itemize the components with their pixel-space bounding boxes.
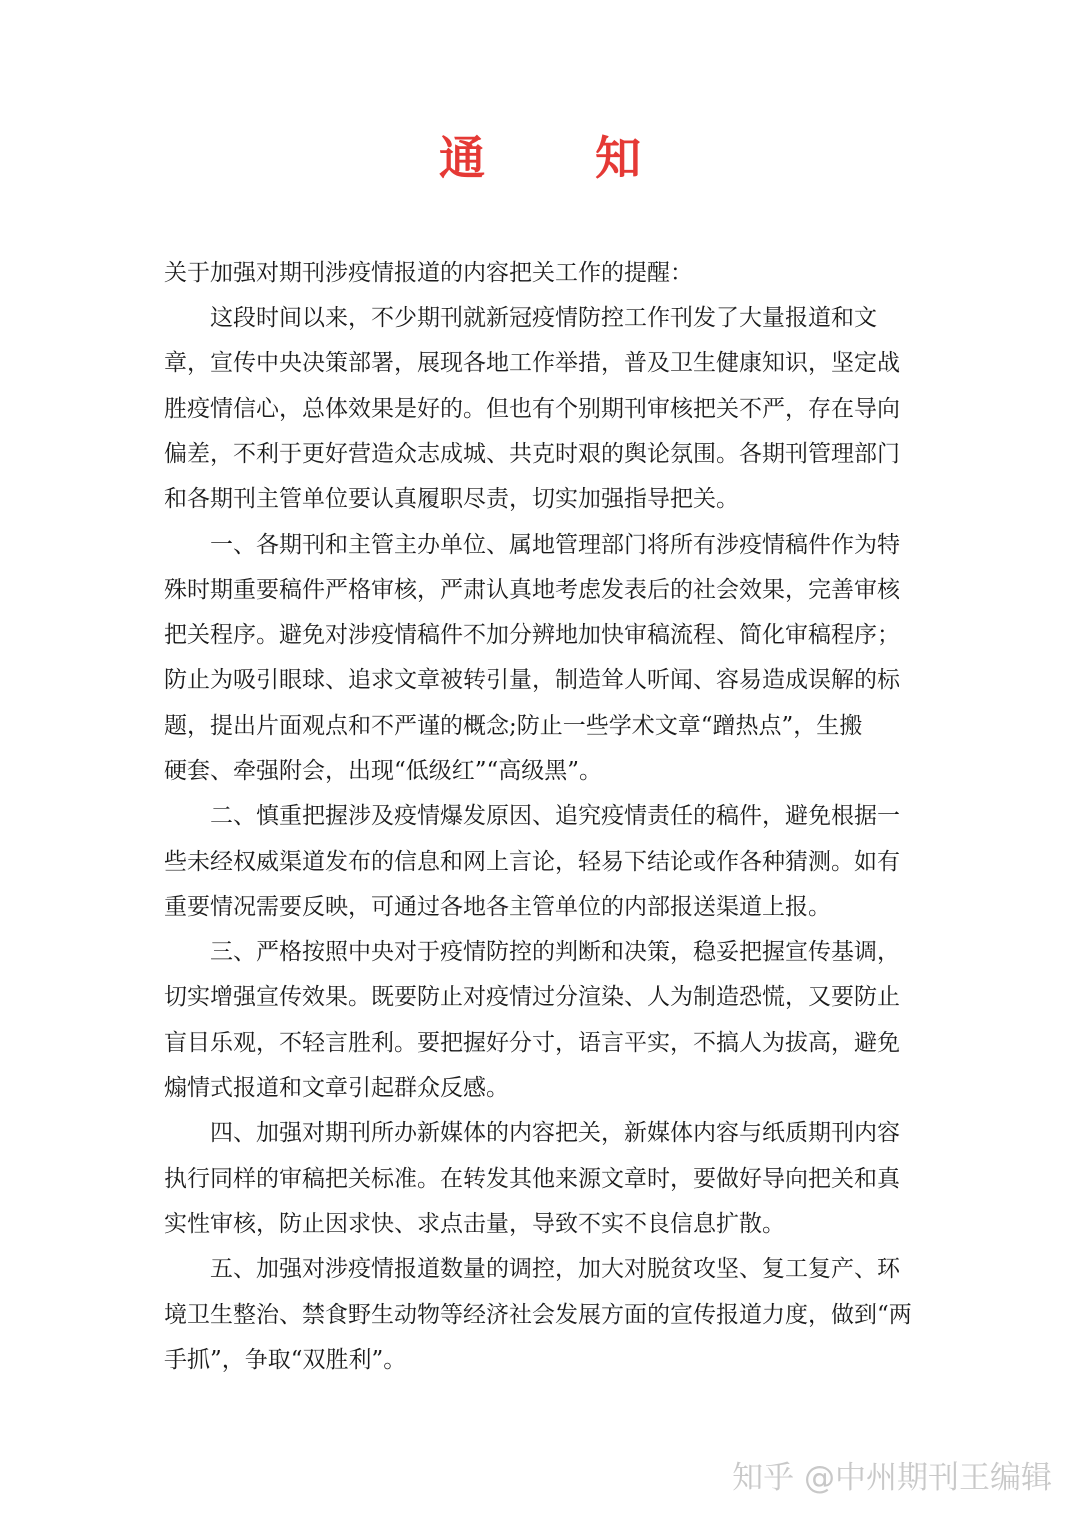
title-char: 通 xyxy=(439,131,485,185)
paragraph-line: 胜疫情信心，总体效果是好的。但也有个别期刊审核把关不严，存在导向 xyxy=(164,396,900,422)
watermark: 知乎 @中州期刊王编辑 xyxy=(732,1460,1052,1496)
paragraph-line: 境卫生整治、禁食野生动物等经济社会发展方面的宣传报道力度，做到“两 xyxy=(164,1302,912,1328)
paragraph-line: 题，提出片面观点和不严谨的概念;防止一些学术文章“蹭热点”，生搬 xyxy=(164,713,863,739)
page-title xyxy=(0,128,1080,188)
paragraph-line: 偏差，不利于更好营造众志成城、共克时艰的舆论氛围。各期刊管理部门 xyxy=(164,441,900,467)
paragraph-line: 这段时间以来，不少期刊就新冠疫情防控工作刊发了大量报道和文 xyxy=(210,305,877,331)
paragraph-line: 章，宣传中央决策部署，展现各地工作举措，普及卫生健康知识，坚定战 xyxy=(164,350,900,376)
paragraph-line: 实性审核，防止因求快、求点击量，导致不实不良信息扩散。 xyxy=(164,1211,785,1237)
paragraph-line: 三、严格按照中央对于疫情防控的判断和决策，稳妥把握宣传基调， xyxy=(210,939,900,965)
paragraph-line: 把关程序。避免对涉疫情稿件不加分辨地加快审稿流程、简化审稿程序； xyxy=(164,622,900,648)
paragraph-line: 硬套、牵强附会，出现“低级红”“高级黑”。 xyxy=(164,758,603,784)
paragraph-line: 执行同样的审稿把关标准。在转发其他来源文章时，要做好导向把关和真 xyxy=(164,1166,900,1192)
paragraph-line: 四、加强对期刊所办新媒体的内容把关，新媒体内容与纸质期刊内容 xyxy=(210,1120,900,1146)
paragraph-line: 防止为吸引眼球、追求文章被转引量，制造耸人听闻、容易造成误解的标 xyxy=(164,667,900,693)
paragraph-line: 切实增强宣传效果。既要防止对疫情过分渲染、人为制造恐慌，又要防止 xyxy=(164,984,900,1010)
paragraph-line: 殊时期重要稿件严格审核，严肃认真地考虑发表后的社会效果，完善审核 xyxy=(164,577,900,603)
paragraph-line: 煽情式报道和文章引起群众反感。 xyxy=(164,1075,509,1101)
paragraph-line: 和各期刊主管单位要认真履职尽责，切实加强指导把关。 xyxy=(164,486,739,512)
paragraph-line: 五、加强对涉疫情报道数量的调控，加大对脱贫攻坚、复工复产、环 xyxy=(210,1256,900,1282)
paragraph-line: 重要情况需要反映，可通过各地各主管单位的内部报送渠道上报。 xyxy=(164,894,831,920)
paragraph-line: 盲目乐观，不轻言胜利。要把握好分寸，语言平实，不搞人为拔高，避免 xyxy=(164,1030,900,1056)
paragraph-line: 手抓”，争取“双胜利”。 xyxy=(164,1347,407,1373)
paragraph-line: 二、慎重把握涉及疫情爆发原因、追究疫情责任的稿件，避免根据一 xyxy=(210,803,900,829)
salutation: 关于加强对期刊涉疫情报道的内容把关工作的提醒： xyxy=(164,260,693,286)
paragraph-line: 一、各期刊和主管主办单位、属地管理部门将所有涉疫情稿件作为特 xyxy=(210,532,900,558)
paragraph-line: 些未经权威渠道发布的信息和网上言论，轻易下结论或作各种猜测。如有 xyxy=(164,849,900,875)
title-char: 知 xyxy=(595,131,641,185)
